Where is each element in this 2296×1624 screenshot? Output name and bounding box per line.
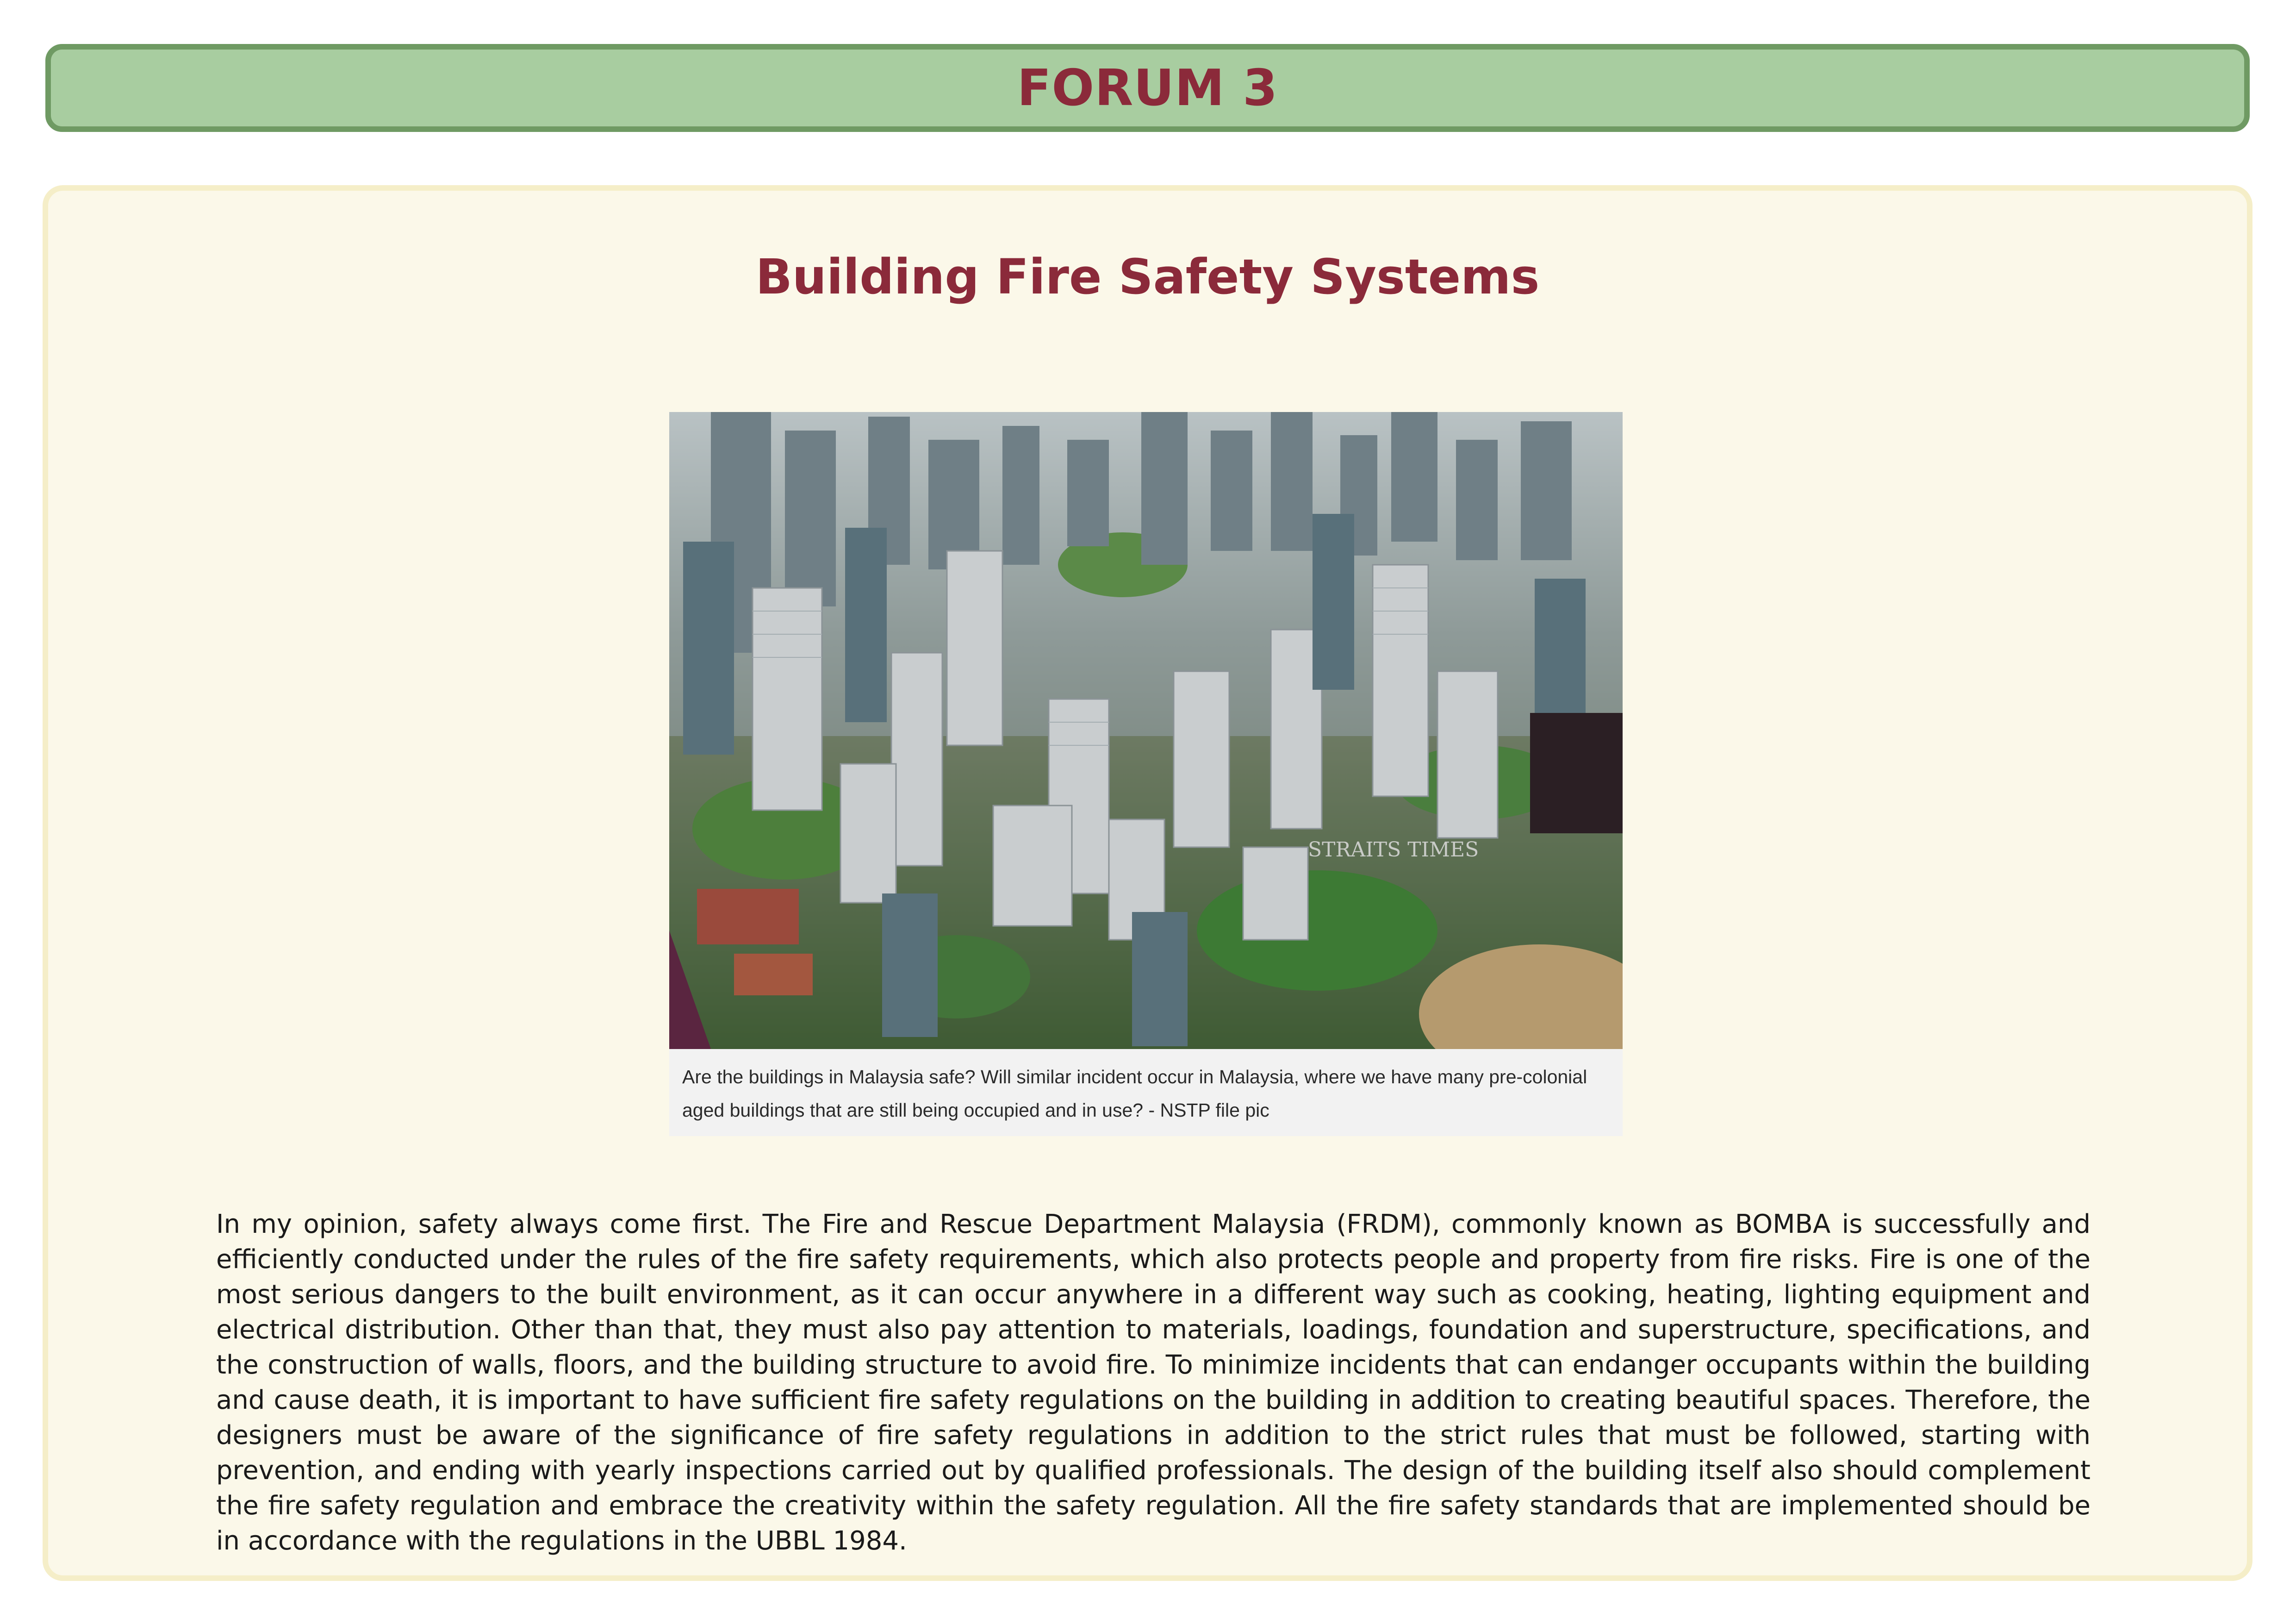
content-panel — [43, 185, 2252, 1581]
photo-watermark: STRAITS TIMES — [1308, 838, 1479, 862]
figure-caption: Are the buildings in Malaysia safe? Will similar incident occur in Malaysia, where we have many pre-colonial aged buildings that are still being occupied and in use? - NSTP file pic — [682, 1066, 1587, 1121]
forum-title: FORUM 3 — [1017, 59, 1278, 117]
body-paragraph: In my opinion, safety always come first. The Fire and Rescue Department Malaysia (FRDM), commonly known as BOMBA is successfully and efficiently conducted under the rules of the fire safety requirements, which also protects people and property from fire risks. Fire is one of the most serious dangers to the built environment, as it can occur anywhere in a different way such as cooking, heating, lighting equipment and electrical distribution. Other than that, they must also pay attention to materials, loadings, foundation and superstructure, specifications, and the construction of walls, floors, and the building structure to avoid fire. To minimize incidents that can endanger occupants within the building and cause death, it is important to have sufficient fire safety regulations on the building in addition to creating beautiful spaces. Therefore, the designers must be aware of the significance of fire safety regulations in addition to the strict rules that must be followed, starting with prevention, and ending with yearly inspections carried out by qualified professionals. The design of the building itself also should complement the fire safety regulation and embrace the creativity within the safety regulation. All the fire safety standards that are implemented should be in accordance with the regulations in the UBBL 1984. — [216, 1209, 2091, 1556]
news-figure — [669, 412, 1623, 1136]
city-aerial-photo — [669, 412, 1623, 1049]
page-title: Building Fire Safety Systems — [755, 249, 1540, 305]
forum-header-bar — [45, 44, 2250, 132]
